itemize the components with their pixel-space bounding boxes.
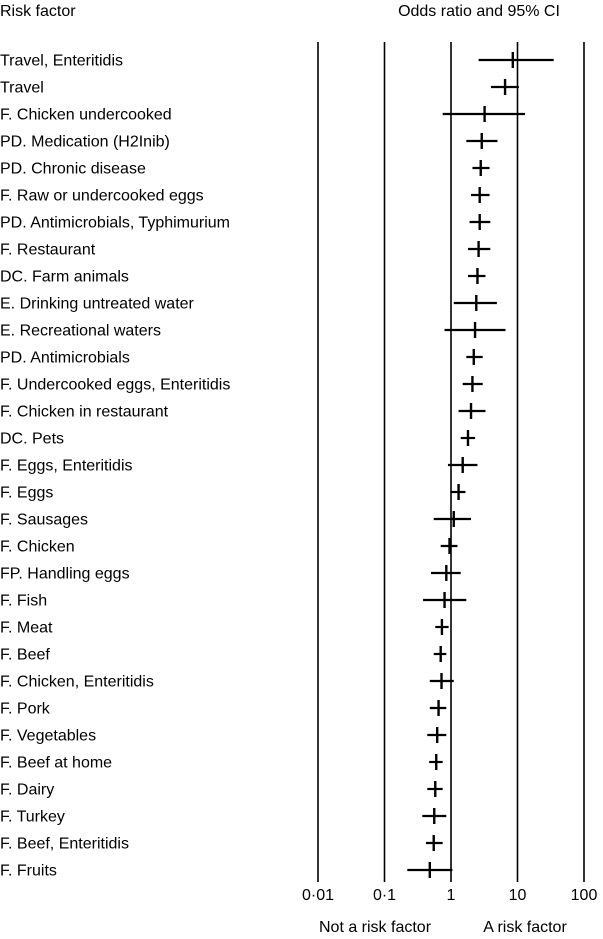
reference-lines xyxy=(318,42,584,882)
x-axis-ticks xyxy=(302,887,597,904)
forest-row xyxy=(0,295,497,313)
forest-row xyxy=(0,484,465,502)
forest-rows xyxy=(0,52,554,880)
forest-row xyxy=(0,835,443,853)
row-label: E. Recreational waters xyxy=(0,322,161,340)
row-label: F. Eggs xyxy=(0,484,54,502)
forest-row xyxy=(0,214,490,232)
forest-row xyxy=(0,187,490,205)
forest-row xyxy=(0,727,446,745)
forest-row xyxy=(0,79,519,97)
not-risk-factor-label: Not a risk factor xyxy=(318,919,432,936)
row-label: F. Fruits xyxy=(0,862,57,880)
forest-row xyxy=(0,646,446,664)
row-label: F. Chicken undercooked xyxy=(0,106,172,124)
forest-row xyxy=(0,592,466,610)
x-tick-label: 1 xyxy=(446,887,456,904)
x-axis-annotations xyxy=(319,919,567,936)
forest-row xyxy=(0,808,446,826)
forest-row xyxy=(0,52,554,70)
forest-row xyxy=(0,700,446,718)
forest-row xyxy=(0,403,485,421)
forest-row xyxy=(0,133,497,151)
row-label: F. Chicken xyxy=(0,538,75,556)
row-label: F. Fish xyxy=(0,592,48,610)
row-label: F. Undercooked eggs, Enteritidis xyxy=(0,376,231,394)
x-tick-label: 0·1 xyxy=(372,887,397,904)
forest-row xyxy=(0,106,525,124)
row-label: F. Turkey xyxy=(0,808,65,826)
forest-row xyxy=(0,268,485,286)
row-label: F. Chicken, Enteritidis xyxy=(0,673,154,691)
odds-ratio-column-header: Odds ratio and 95% CI xyxy=(398,3,560,20)
x-tick-label: 100 xyxy=(570,887,598,904)
risk-factor-label: A risk factor xyxy=(483,919,567,936)
forest-row xyxy=(0,754,443,772)
forest-row xyxy=(0,781,443,799)
forest-row xyxy=(0,565,461,583)
row-label: Travel, Enteritidis xyxy=(0,52,123,70)
forest-row xyxy=(0,673,454,691)
row-label: F. Pork xyxy=(0,700,50,718)
row-label: F. Vegetables xyxy=(0,727,97,745)
row-label: DC. Pets xyxy=(0,430,65,448)
row-label: F. Chicken in restaurant xyxy=(0,403,169,421)
row-label: DC. Farm animals xyxy=(0,268,129,286)
row-label: F. Eggs, Enteritidis xyxy=(0,457,133,475)
forest-row xyxy=(0,511,471,529)
forest-row xyxy=(0,322,505,340)
row-label: F. Beef xyxy=(0,646,50,664)
row-label: PD. Antimicrobials, Typhimurium xyxy=(0,214,230,232)
row-label: F. Beef at home xyxy=(0,754,113,772)
forest-row xyxy=(0,457,477,475)
row-label: F. Dairy xyxy=(0,781,55,799)
column-headers xyxy=(0,3,560,20)
forest-row xyxy=(0,538,457,556)
row-label: PD. Antimicrobials xyxy=(0,349,130,367)
forest-row xyxy=(0,241,490,259)
row-label: E. Drinking untreated water xyxy=(0,295,194,313)
row-label: FP. Handling eggs xyxy=(0,565,130,583)
x-tick-label: 10 xyxy=(508,887,527,904)
forest-row xyxy=(0,376,483,394)
row-label: PD. Chronic disease xyxy=(0,160,146,178)
forest-row xyxy=(0,430,475,448)
row-label: F. Meat xyxy=(0,619,53,637)
row-label: PD. Medication (H2Inib) xyxy=(0,133,170,151)
row-label: F. Sausages xyxy=(0,511,89,529)
risk-factor-column-header: Risk factor xyxy=(0,3,76,20)
forest-row xyxy=(0,160,490,178)
row-label: F. Raw or undercooked eggs xyxy=(0,187,204,205)
x-tick-label: 0·01 xyxy=(301,887,335,904)
forest-row xyxy=(0,349,483,367)
row-label: F. Beef, Enteritidis xyxy=(0,835,129,853)
row-label: Travel xyxy=(0,79,44,97)
row-label: F. Restaurant xyxy=(0,241,96,259)
forest-row xyxy=(0,619,449,637)
